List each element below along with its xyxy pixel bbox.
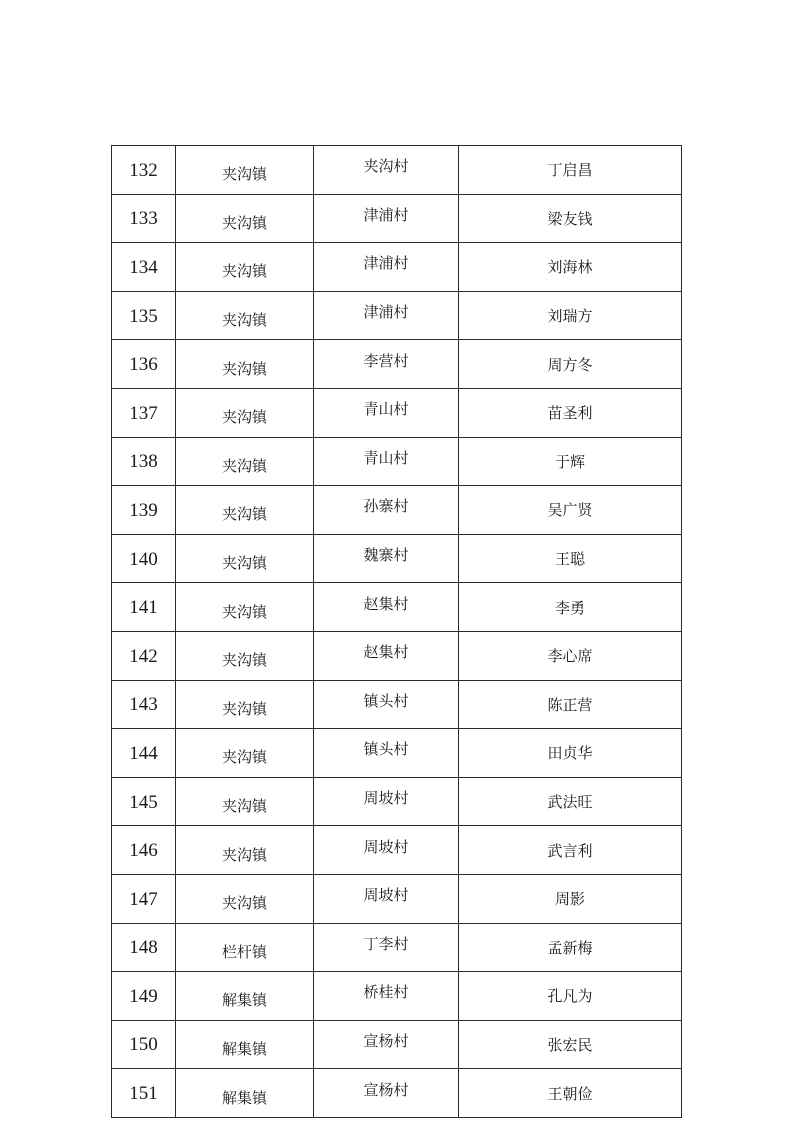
- village-cell: 津浦村: [314, 243, 459, 292]
- person-name-cell: 周影: [459, 874, 682, 923]
- village-cell: 周坡村: [314, 826, 459, 875]
- village-cell: 魏寨村: [314, 534, 459, 583]
- village-cell: 周坡村: [314, 777, 459, 826]
- table-row: [112, 486, 682, 535]
- table-row: [112, 340, 682, 389]
- town-cell: 夹沟镇: [176, 826, 314, 875]
- town-cell: 夹沟镇: [176, 534, 314, 583]
- village-cell: 宣杨村: [314, 1069, 459, 1118]
- town-cell: 夹沟镇: [176, 729, 314, 778]
- table-row: [112, 243, 682, 292]
- row-number: 142: [112, 631, 176, 680]
- town-cell: 夹沟镇: [176, 437, 314, 486]
- row-number: 150: [112, 1020, 176, 1069]
- town-cell: 解集镇: [176, 972, 314, 1021]
- person-name-cell: 陈正营: [459, 680, 682, 729]
- town-cell: 夹沟镇: [176, 146, 314, 195]
- town-cell: 夹沟镇: [176, 388, 314, 437]
- town-cell: 夹沟镇: [176, 874, 314, 923]
- table-row: [112, 194, 682, 243]
- roster-table-body: [112, 146, 682, 1118]
- table-row: [112, 923, 682, 972]
- village-cell: 宣杨村: [314, 1020, 459, 1069]
- person-name-cell: 孟新梅: [459, 923, 682, 972]
- table-row: [112, 729, 682, 778]
- table-row: [112, 826, 682, 875]
- table-row: [112, 437, 682, 486]
- town-cell: 栏杆镇: [176, 923, 314, 972]
- town-cell: 夹沟镇: [176, 340, 314, 389]
- row-number: 143: [112, 680, 176, 729]
- village-cell: 津浦村: [314, 194, 459, 243]
- person-name-cell: 李心席: [459, 631, 682, 680]
- row-number: 138: [112, 437, 176, 486]
- village-cell: 赵集村: [314, 583, 459, 632]
- person-name-cell: 王朝俭: [459, 1069, 682, 1118]
- person-name-cell: 苗圣利: [459, 388, 682, 437]
- row-number: 140: [112, 534, 176, 583]
- row-number: 144: [112, 729, 176, 778]
- table-row: [112, 1069, 682, 1118]
- village-cell: 孙寨村: [314, 486, 459, 535]
- village-cell: 夹沟村: [314, 146, 459, 195]
- row-number: 135: [112, 291, 176, 340]
- table-row: [112, 680, 682, 729]
- person-name-cell: 张宏民: [459, 1020, 682, 1069]
- person-name-cell: 田贞华: [459, 729, 682, 778]
- village-cell: 周坡村: [314, 874, 459, 923]
- person-name-cell: 武言利: [459, 826, 682, 875]
- row-number: 147: [112, 874, 176, 923]
- row-number: 139: [112, 486, 176, 535]
- village-cell: 丁李村: [314, 923, 459, 972]
- table-row: [112, 146, 682, 195]
- table-row: [112, 534, 682, 583]
- person-name-cell: 梁友钱: [459, 194, 682, 243]
- person-name-cell: 周方冬: [459, 340, 682, 389]
- village-cell: 镇头村: [314, 729, 459, 778]
- person-name-cell: 吴广贤: [459, 486, 682, 535]
- town-cell: 解集镇: [176, 1020, 314, 1069]
- village-cell: 桥桂村: [314, 972, 459, 1021]
- table-row: [112, 1020, 682, 1069]
- village-cell: 青山村: [314, 388, 459, 437]
- person-name-cell: 孔凡为: [459, 972, 682, 1021]
- town-cell: 夹沟镇: [176, 243, 314, 292]
- table-row: [112, 583, 682, 632]
- row-number: 133: [112, 194, 176, 243]
- town-cell: 夹沟镇: [176, 631, 314, 680]
- table-row: [112, 874, 682, 923]
- town-cell: 夹沟镇: [176, 194, 314, 243]
- person-name-cell: 刘瑞方: [459, 291, 682, 340]
- town-cell: 夹沟镇: [176, 777, 314, 826]
- table-row: [112, 388, 682, 437]
- person-name-cell: 王聪: [459, 534, 682, 583]
- row-number: 136: [112, 340, 176, 389]
- village-cell: 李营村: [314, 340, 459, 389]
- village-cell: 青山村: [314, 437, 459, 486]
- roster-table: [111, 145, 682, 1118]
- town-cell: 夹沟镇: [176, 291, 314, 340]
- person-name-cell: 刘海林: [459, 243, 682, 292]
- town-cell: 夹沟镇: [176, 486, 314, 535]
- row-number: 146: [112, 826, 176, 875]
- person-name-cell: 丁启昌: [459, 146, 682, 195]
- row-number: 137: [112, 388, 176, 437]
- row-number: 132: [112, 146, 176, 195]
- table-row: [112, 631, 682, 680]
- village-cell: 赵集村: [314, 631, 459, 680]
- table-row: [112, 972, 682, 1021]
- row-number: 151: [112, 1069, 176, 1118]
- table-row: [112, 291, 682, 340]
- row-number: 149: [112, 972, 176, 1021]
- person-name-cell: 武法旺: [459, 777, 682, 826]
- row-number: 148: [112, 923, 176, 972]
- village-cell: 镇头村: [314, 680, 459, 729]
- town-cell: 解集镇: [176, 1069, 314, 1118]
- row-number: 145: [112, 777, 176, 826]
- person-name-cell: 于辉: [459, 437, 682, 486]
- village-cell: 津浦村: [314, 291, 459, 340]
- person-name-cell: 李勇: [459, 583, 682, 632]
- town-cell: 夹沟镇: [176, 680, 314, 729]
- town-cell: 夹沟镇: [176, 583, 314, 632]
- table-row: [112, 777, 682, 826]
- row-number: 134: [112, 243, 176, 292]
- row-number: 141: [112, 583, 176, 632]
